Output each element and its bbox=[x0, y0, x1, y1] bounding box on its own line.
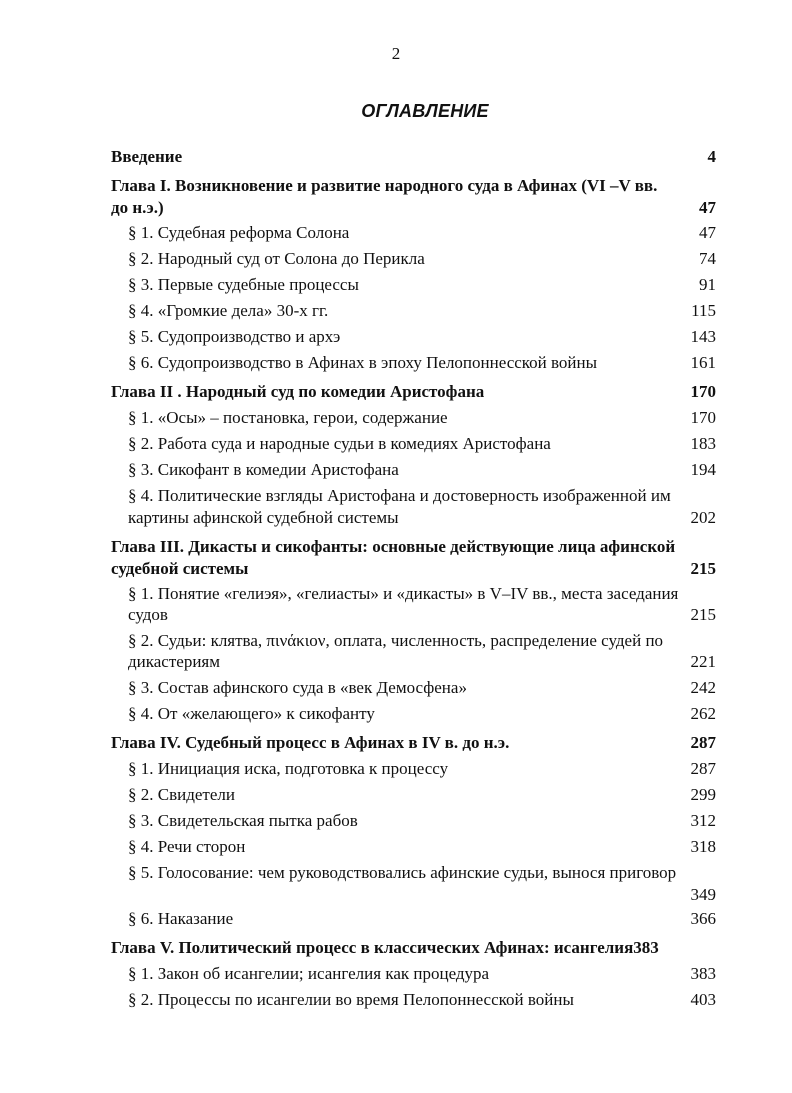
section-title: § 5. Голосование: чем руководствовались афинские судьи, вынося приговор bbox=[128, 863, 677, 882]
section-title: § 2. Судьи: клятва, πινάκιον, оплата, численность, распределение судей по bbox=[128, 631, 664, 650]
page-ref: 383 bbox=[690, 964, 716, 983]
section-title-cont: дикастериям bbox=[128, 652, 220, 671]
section-title: § 1. Понятие «гелиэя», «гелиасты» и «дикасты» в V–IV вв., места заседания bbox=[128, 584, 679, 603]
section-title: § 2. Свидетели bbox=[128, 785, 235, 804]
page-ref: 221 bbox=[690, 652, 716, 671]
chapter-title: Введение bbox=[111, 147, 183, 166]
chapter-title: Глава III. Дикасты и сикофанты: основные действующие лица афинской bbox=[111, 537, 676, 556]
section-title: § 1. Закон об исангелии; исангелия как процедура bbox=[128, 964, 490, 983]
section-title: § 1. Инициация иска, подготовка к процессу bbox=[128, 759, 449, 778]
page-number: 2 bbox=[391, 44, 401, 63]
section-title: § 4. Политические взгляды Аристофана и достоверность изображенной им bbox=[128, 486, 671, 505]
section-title: § 2. Народный суд от Солона до Перикла bbox=[128, 249, 425, 268]
section-title: § 4. От «желающего» к сикофанту bbox=[128, 704, 375, 723]
section-title-cont: судов bbox=[128, 605, 168, 624]
page-ref: 170 bbox=[690, 408, 716, 427]
page-ref: 161 bbox=[690, 353, 716, 372]
section-title: § 4. «Громкие дела» 30-х гг. bbox=[128, 301, 329, 320]
page-ref: 91 bbox=[699, 275, 716, 294]
section-title: § 6. Наказание bbox=[128, 909, 234, 928]
page-ref: 115 bbox=[691, 301, 716, 320]
page-ref: 183 bbox=[690, 434, 716, 453]
chapter-title: Глава I. Возникновение и развитие народного суда в Афинах (VI –V вв. bbox=[111, 176, 658, 195]
page-ref: 318 bbox=[690, 837, 716, 856]
chapter-title: Глава V. Политический процесс в классических Афинах: исангелия383 bbox=[111, 938, 659, 957]
page-ref: 349 bbox=[690, 885, 716, 904]
section-title: § 3. Состав афинского суда в «век Демосфена» bbox=[128, 678, 467, 697]
chapter-title: Глава II . Народный суд по комедии Аристофана bbox=[111, 382, 485, 401]
section-title: § 2. Процессы по исангелии во время Пелопоннесской войны bbox=[128, 990, 574, 1009]
page-ref: 143 bbox=[690, 327, 716, 346]
page-title: ОГЛАВЛЕНИЕ bbox=[361, 101, 489, 121]
page-ref: 215 bbox=[690, 605, 716, 624]
section-title: § 1. «Осы» – постановка, герои, содержание bbox=[128, 408, 448, 427]
page-ref: 312 bbox=[690, 811, 716, 830]
section-title: § 1. Судебная реформа Солона bbox=[128, 223, 350, 242]
page-ref: 194 bbox=[690, 460, 716, 479]
page-ref: 4 bbox=[707, 147, 716, 166]
page-ref: 47 bbox=[699, 223, 716, 242]
page-ref: 366 bbox=[690, 909, 716, 928]
section-title: § 3. Свидетельская пытка рабов bbox=[128, 811, 358, 830]
page-ref: 215 bbox=[690, 559, 716, 578]
page-ref: 299 bbox=[690, 785, 716, 804]
section-title: § 6. Судопроизводство в Афинах в эпоху Пелопоннесской войны bbox=[128, 353, 598, 372]
page-ref: 242 bbox=[690, 678, 716, 697]
chapter-title: Глава IV. Судебный процесс в Афинах в IV в. до н.э. bbox=[111, 733, 510, 752]
section-title: § 3. Сикофант в комедии Аристофана bbox=[128, 460, 399, 479]
page-ref: 74 bbox=[699, 249, 716, 268]
section-title: § 3. Первые судебные процессы bbox=[128, 275, 359, 294]
page-ref: 47 bbox=[699, 198, 716, 217]
page-ref: 262 bbox=[690, 704, 716, 723]
section-title: § 4. Речи сторон bbox=[128, 837, 246, 856]
page-ref: 202 bbox=[690, 508, 716, 527]
chapter-title-cont: судебной системы bbox=[111, 559, 249, 578]
page-ref: 170 bbox=[690, 382, 716, 401]
section-title: § 5. Судопроизводство и архэ bbox=[128, 327, 341, 346]
page-ref: 287 bbox=[690, 733, 716, 752]
page-ref: 403 bbox=[690, 990, 716, 1009]
section-title-cont: картины афинской судебной системы bbox=[128, 508, 399, 527]
section-title: § 2. Работа суда и народные судьи в комедиях Аристофана bbox=[128, 434, 551, 453]
page-ref: 287 bbox=[690, 759, 716, 778]
chapter-title-cont: до н.э.) bbox=[111, 198, 164, 217]
